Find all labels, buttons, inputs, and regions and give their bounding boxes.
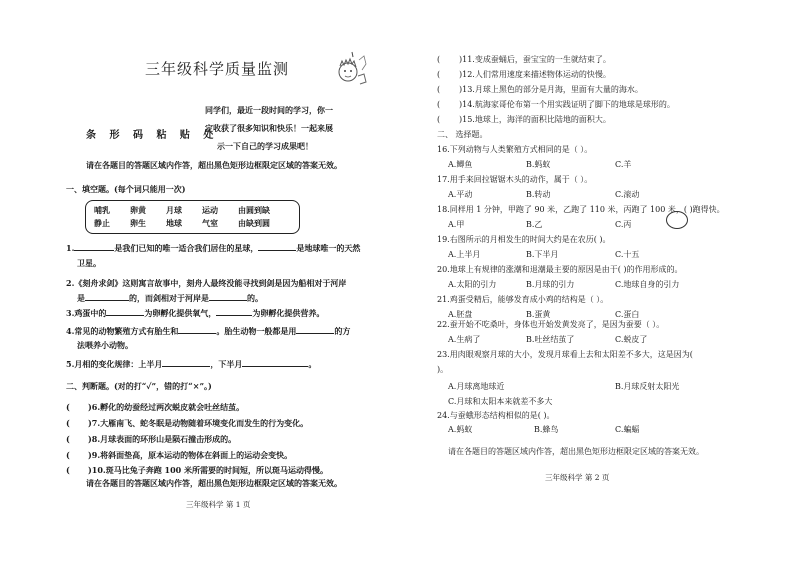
answer-area-notice-bottom: 请在各题目的答题区域内作答，超出黑色矩形边框限定区域的答案无效。 — [86, 478, 342, 488]
answer-area-notice: 请在各题目的答题区域内作答，超出黑色矩形边框限定区域的答案无效。 — [86, 160, 342, 170]
option-c[interactable]: C.滚动 — [615, 190, 640, 199]
option-c[interactable]: C.地球自身的引力 — [615, 280, 680, 289]
answer-area-notice-bottom: 请在各题目的答题区域内作答，超出黑色矩形边框限定区域的答案无效。 — [448, 447, 704, 456]
judge-item-7: ( )7.大雁南飞、蛇冬眠是动物随着环境变化而发生的行为变化。 — [66, 418, 309, 428]
option-b[interactable]: B.蚂蚁 — [526, 160, 551, 169]
exam-page-2: ( )11.变成蚕蛹后，蚕宝宝的一生就结束了。 ( )12.人们常用速度来描述物体运动的快慢。 ( )13.月球上黑色的部分是月海，里面有大量的海水。 ( )14.航海家哥伦布第一个用实践证明了脚下的地球是球形的。 ( )15.地球上，海洋的面积比陆地的面积大。 二、 选择题。 16.下列动物与人类繁殖方式相同的是（ ）。 A.鲫鱼 B.蚂蚁 C.羊 17.用手来回拉锯锯木头的动作，属于（ ）。 A.平动 B.转动 C.滚动 18.同样用 1 分钟，甲跑了 90 米，乙跑了 110 米，丙跑了 100 米，( )跑得快。 A.甲 B.乙 C.丙 19.右图所示的月相发生的时间大约是在农历( )。 A.上半月 B.下半月 C.十五 20.地球上有规律的涨潮和退潮最主要的原因是由于( )的作用形成的。 A.太阳的引力 B.月球的引力 C.地球自身的引力 21.鸡蛋受精后，能够发育成小鸡的结构是（ ）。 A.胚盘 B.蛋黄 C.蛋白 22.蚕开始不吃桑叶，身体也开始发黄发亮了，是因为蚕要（ ）。 A.生病了 B.吐丝结茧了 C.蜕皮了 23.用肉眼观察月球的大小，发现月球看上去和太阳差不多大，这是因为( )。 A.月球离地球近 B.月球反射太阳光 C.月球和太阳本来就差不多大 24.与蚕蛾形态结构相似的是( )。 A.蚂蚁 B.蜂鸟 C.蝙蝠 请在各题目的答题区域内作答，超出黑色矩形边框限定区域的答案无效。 三年级科学 第 2 页 — [437, 55, 725, 482]
answer-paren[interactable]: ( — [66, 450, 70, 460]
fill-question-4: 4.常见的动物繁殖方式有胎生和 。胎生动物一般都是用 的方 — [66, 326, 351, 336]
page-footer: 三年级科学 第 2 页 — [545, 473, 610, 482]
fill-question-2-cont: 是 的，而剑相对于河岸是 的。 — [77, 293, 263, 303]
answer-blank[interactable] — [162, 358, 210, 367]
option-a[interactable]: A.蚂蚁 — [448, 425, 473, 434]
option-b[interactable]: B.月球反射太阳光 — [615, 382, 680, 391]
answer-blank[interactable] — [242, 358, 308, 367]
judge-item-15: ( )15.地球上，海洋的面积比陆地的面积大。 — [437, 115, 611, 124]
choice-question-17: 17.用手来回拉锯锯木头的动作，属于（ ）。 — [437, 175, 593, 184]
answer-blank[interactable] — [85, 292, 129, 301]
answer-paren[interactable]: ( — [437, 70, 441, 79]
judge-item-13: ( )13.月球上黑色的部分是月海，里面有大量的海水。 — [437, 85, 643, 94]
option-c[interactable]: C.蝙蝠 — [615, 425, 640, 434]
exam-page-1: 三年级科学质量监测 同学们，最近一段时间的学习，你一 定收获了很多知识和快乐！一起来展 示一下自己的学习成果吧！ 条 形 码 粘 贴 处 请在各题目的答题区域内作答，超出黑色矩形边框限定区域的答案无效。 一、填空题。(每个词只能用一次) 哺乳 卵黄 月球 运动 由圆到缺 静止 卵生 地球 气室 由缺到圆 1. 是我们已知的唯一适合我们居住的星球， 是地球唯一的天然 卫星。 2.《刻舟求剑》这则寓言故事中，刻舟人最终没能寻找到剑是因为船相对于河岸 是 的，而剑相对于河岸是 的。 3.鸡蛋中的 为卵孵化提供氧气， 为卵孵化提供营养。 4.常见的动物繁殖方式有胎生和 。胎生动物一般都是用 的方 法喂养小动物。 5.月相的变化规律：上半月 ，下半月 。 二、判断题。(对的打“✓”，错的打“×”。) ( )6.孵化的幼蚕经过两次蜕皮就会吐丝结茧。 ( )7.大雁南飞、蛇冬眠是动物随着环境变化而发生的行为变化。 ( )8.月球表面的环形山是陨石撞击形成的。 ( )9.将斜面垫高，原本运动的物体在斜面上的运动会变快。 ( )10.斑马比兔子奔跑 100 米所需要的时间短，所以斑马运动得慢。 请在各题目的答题区域内作答，超出黑色矩形边框限定区域的答案无效。 三年级科学 第 1 页 — [0, 0, 397, 561]
option-a[interactable]: A.生病了 — [448, 335, 481, 344]
exam-title: 三年级科学质量监测 — [145, 60, 290, 78]
option-b[interactable]: B.吐丝结茧了 — [526, 335, 575, 344]
answer-paren[interactable]: ( — [66, 402, 70, 412]
option-c[interactable]: C.羊 — [615, 160, 632, 169]
section-fill-in-heading: 一、填空题。(每个词只能用一次) — [66, 184, 186, 194]
choice-question-23: 23.用肉眼观察月球的大小，发现月球看上去和太阳差不多大，这是因为( — [437, 350, 693, 359]
option-b[interactable]: B.转动 — [526, 190, 551, 199]
judge-item-9: ( )9.将斜面垫高，原本运动的物体在斜面上的运动会变快。 — [66, 450, 293, 460]
answer-paren[interactable]: ( — [66, 465, 70, 475]
choice-question-16: 16.下列动物与人类繁殖方式相同的是（ ）。 — [437, 145, 593, 154]
judge-item-11: ( )11.变成蚕蛹后，蚕宝宝的一生就结束了。 — [437, 55, 611, 64]
fill-question-1: 1. 是我们已知的唯一适合我们居住的星球， 是地球唯一的天然 — [66, 243, 361, 253]
greeting-text: 同学们，最近一段时间的学习，你一 定收获了很多知识和快乐！一起来展 示一下自己的学习成果吧！ — [205, 105, 333, 151]
answer-paren[interactable]: ( — [66, 434, 70, 444]
answer-blank[interactable] — [74, 242, 114, 251]
word-bank-box — [85, 200, 300, 234]
answer-blank[interactable] — [258, 242, 296, 251]
answer-paren[interactable]: ( — [437, 85, 441, 94]
answer-blank[interactable] — [178, 325, 216, 334]
option-a[interactable]: A.月球离地球近 — [448, 382, 505, 391]
option-a[interactable]: A.平动 — [448, 190, 473, 199]
judge-item-6: ( )6.孵化的幼蚕经过两次蜕皮就会吐丝结茧。 — [66, 402, 245, 412]
answer-paren[interactable]: ( — [437, 115, 441, 124]
answer-blank[interactable] — [296, 325, 334, 334]
section-choice-heading: 二、 选择题。 — [437, 130, 488, 139]
judge-item-12: ( )12.人们常用速度来描述物体运动的快慢。 — [437, 70, 611, 79]
fill-question-3: 3.鸡蛋中的 为卵孵化提供氧气， 为卵孵化提供营养。 — [66, 308, 325, 318]
choice-question-20: 20.地球上有规律的涨潮和退潮最主要的原因是由于( )的作用形成的。 — [437, 265, 683, 274]
word-bank-row: 哺乳 卵黄 月球 运动 由圆到缺 — [94, 205, 270, 215]
answer-blank[interactable] — [106, 307, 144, 316]
option-c[interactable]: C.丙 — [615, 220, 632, 229]
answer-blank[interactable] — [209, 292, 247, 301]
page-footer: 三年级科学 第 1 页 — [186, 500, 251, 509]
section-true-false-heading: 二、判断题。(对的打“✓”，错的打“×”。) — [66, 381, 212, 391]
option-b[interactable]: B.蛋黄 — [526, 310, 551, 319]
answer-paren[interactable]: ( — [437, 100, 441, 109]
option-b[interactable]: B.下半月 — [526, 250, 559, 259]
moon-phase-circle-icon — [666, 211, 688, 229]
choice-question-21: 21.鸡蛋受精后，能够发育成小鸡的结构是（ ）。 — [437, 295, 609, 304]
option-b[interactable]: B.月球的引力 — [526, 280, 575, 289]
option-a[interactable]: A.鲫鱼 — [448, 160, 473, 169]
option-c[interactable]: C.月球和太阳本来就差不多大 — [448, 397, 553, 406]
choice-question-24: 24.与蚕蛾形态结构相似的是( )。 — [437, 411, 555, 420]
cartoon-mascot-icon — [332, 48, 374, 90]
answer-blank[interactable] — [216, 307, 252, 316]
choice-question-22: 22.蚕开始不吃桑叶，身体也开始发黄发亮了，是因为蚕要（ ）。 — [437, 320, 665, 329]
option-a[interactable]: A.甲 — [448, 220, 465, 229]
judge-item-10: ( )10.斑马比兔子奔跑 100 米所需要的时间短，所以斑马运动得慢。 — [66, 465, 328, 475]
fill-question-2: 2.《刻舟求剑》这则寓言故事中，刻舟人最终没能寻找到剑是因为船相对于河岸 — [66, 278, 347, 288]
option-a[interactable]: A.太阳的引力 — [448, 280, 497, 289]
option-a[interactable]: A.上半月 — [448, 250, 481, 259]
answer-paren[interactable]: ( — [437, 55, 441, 64]
barcode-sticker-area: 条 形 码 粘 贴 处 — [86, 130, 219, 141]
option-a[interactable]: A.胚盘 — [448, 310, 473, 319]
choice-question-18: 18.同样用 1 分钟，甲跑了 90 米，乙跑了 110 米，丙跑了 100 米，( )跑得快。 — [437, 205, 725, 214]
option-b[interactable]: B.蜂鸟 — [534, 425, 559, 434]
word-bank-row: 静止 卵生 地球 气室 由缺到圆 — [94, 218, 270, 228]
option-c[interactable]: C.十五 — [615, 250, 640, 259]
choice-question-19: 19.右图所示的月相发生的时间大约是在农历( )。 — [437, 235, 611, 244]
answer-paren[interactable]: ( — [66, 418, 70, 428]
fill-question-5: 5.月相的变化规律：上半月 ，下半月 。 — [66, 359, 317, 369]
option-b[interactable]: B.乙 — [526, 220, 543, 229]
judge-item-8: ( )8.月球表面的环形山是陨石撞击形成的。 — [66, 434, 237, 444]
option-c[interactable]: C.蜕皮了 — [615, 335, 648, 344]
judge-item-14: ( )14.航海家哥伦布第一个用实践证明了脚下的地球是球形的。 — [437, 100, 675, 109]
option-c[interactable]: C.蛋白 — [615, 310, 640, 319]
